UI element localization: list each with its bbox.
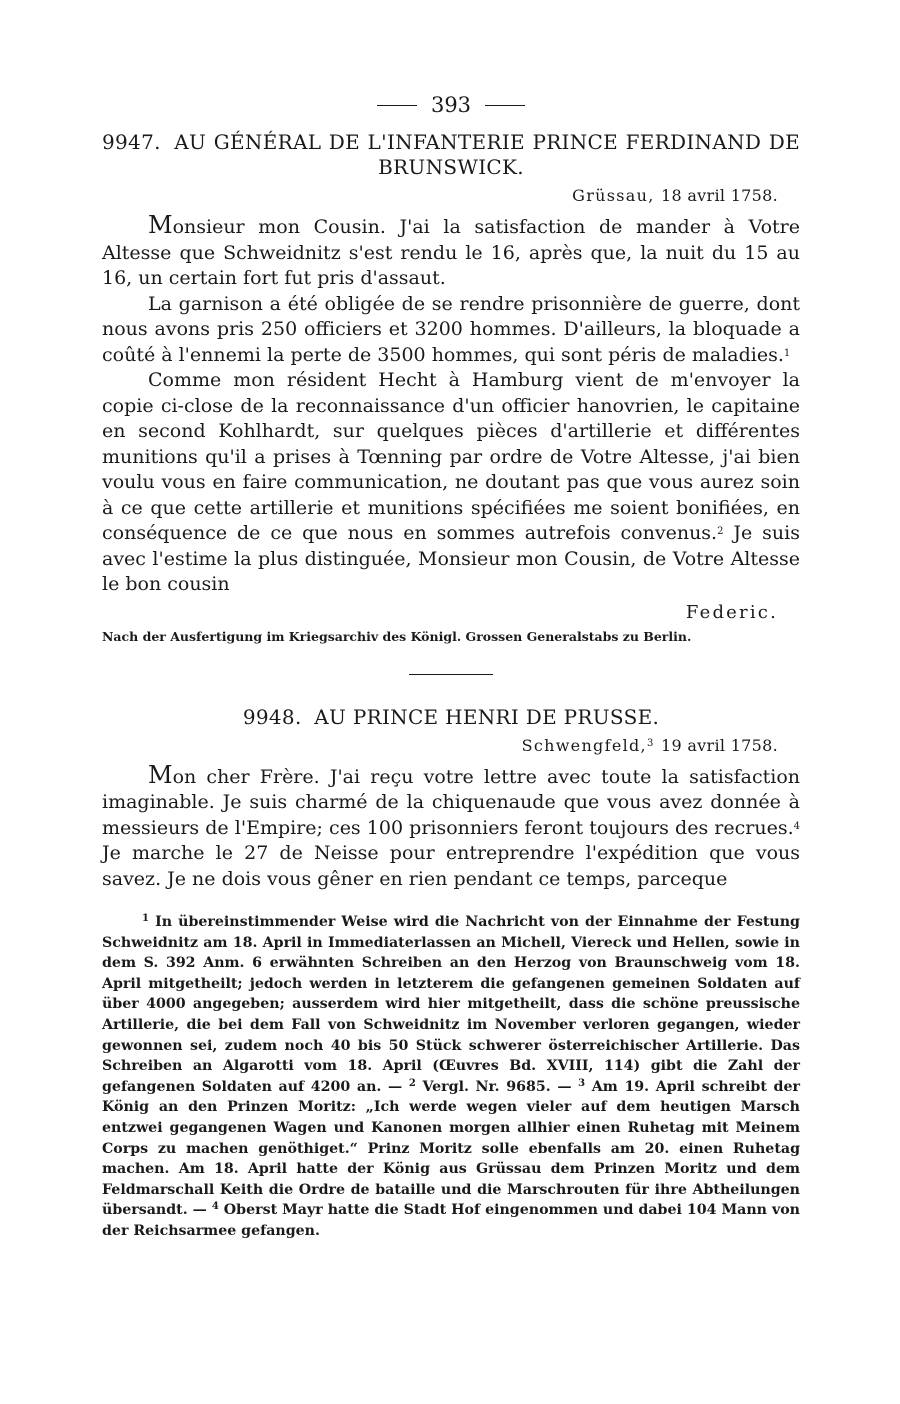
- footnote-mark: 1: [142, 913, 149, 924]
- letter-9948-dateline: [102, 736, 800, 755]
- letter-title: AU GÉNÉRAL DE L'INFANTERIE PRINCE FERDINAND DE BRUNSWICK.: [174, 130, 800, 179]
- paragraph-text: La garnison a été obligée de se rendre prisonnière de guerre, dont nous avons pris 250 officiers et 3200 hommes. D'ailleurs, la bloquade a coûté à l'ennemi la perte de 3500 hommes, qui sont péris de maladies.: [102, 292, 800, 366]
- footnote-1: In übereinstimmender Weise wird die Nachricht von der Einnahme der Festung Schweidnitz am 18. April in Immediaterlassen an Michell, Viereck und Hellen, sowie in dem S. 392 Anm. 6 erwähnten Schreiben an den Herzog von Braunschweig vom 18. April mitgetheilt; jedoch werden in letzterem die gefangenen gemeinen Soldaten auf über 4000 angegeben; ausserdem wird hier mitgetheilt, dass die schöne preussische Artillerie, die bei dem Fall von Schweidnitz im November verloren gegangen, wieder gewonnen sei, zudem noch 40 bis 50 Stück schwerer österreichischer Artillerie. Das Schreiben an Algarotti vom 18. April (Œuvres Bd. XVIII, 114) gibt die Zahl der gefangenen Soldaten auf 4200 an. —: [102, 914, 800, 1095]
- paragraph: [102, 760, 800, 893]
- footnote-ref[interactable]: 4: [793, 820, 800, 832]
- place: Grüssau,: [572, 186, 655, 205]
- footnote-ref[interactable]: 1: [783, 347, 791, 359]
- page-number: 393: [430, 93, 472, 117]
- page-number-row: [102, 88, 800, 122]
- footnote-mark: 2: [408, 1077, 416, 1089]
- paragraph-text: Je marche le 27 de Neisse pour entreprendre l'expédition que vous savez. Je ne dois vous gêner en rien pendant ce temps, parceque: [102, 842, 800, 890]
- date: 19 avril 1758.: [661, 735, 778, 755]
- footnotes: [102, 912, 800, 1242]
- footnote-mark: 4: [211, 1201, 219, 1213]
- letter-9947-dateline: [102, 186, 800, 205]
- footnote-ref[interactable]: 3: [646, 737, 655, 749]
- signature: Federic.: [685, 601, 778, 623]
- footnote-mark: 3: [578, 1077, 586, 1089]
- source-note: Nach der Ausfertigung im Kriegsarchiv des Königl. Grossen Generalstabs zu Berlin.: [102, 628, 692, 644]
- paragraph: Monsieur mon Cousin. J'ai la satisfaction de mander à Votre Altesse que Schweidnitz s'est rendu le 16, après que, la nuit du 15 au 16, un certain fort fut pris d'assaut.: [102, 211, 800, 289]
- footnote-4: Oberst Mayr hatte die Stadt Hof eingenommen und dabei 104 Mann von der Reichsarmee gefangen.: [102, 1202, 800, 1239]
- footnote-2: Vergl. Nr. 9685. —: [422, 1078, 572, 1095]
- place: Schwengfeld,: [521, 735, 647, 755]
- paragraph-text: Je suis avec l'estime la plus distinguée, Monsieur mon Cousin, de Votre Altesse le bon cousin: [102, 522, 800, 595]
- section-divider: [409, 674, 493, 675]
- letter-9948-body: [102, 760, 800, 893]
- letter-number: 9947.: [102, 130, 161, 154]
- paragraph: [102, 292, 800, 369]
- paragraph-text: Mon cher Frère. J'ai reçu votre lettre avec toute la satisfaction imaginable. Je suis charmé de la chiquenaude que vous avez donnée à messieurs de l'Empire; ces 100 prisonniers feront toujours des recrues.: [102, 760, 800, 839]
- letter-9947-heading: [102, 130, 800, 180]
- footnote-ref[interactable]: 2: [717, 526, 724, 537]
- footnote-3: Am 19. April schreibt der König an den Prinzen Moritz: „Ich werde wegen vieler auf dem heutigen Marsch entzwei gegangenen Wagen und Kanonen morgen allhier einen Ruhetag mit Meinem Corps zu machen genöthiget.“ Prinz Moritz solle ebenfalls am 20. einen Ruhetag machen. Am 18. April hatte der König aus Grüssau dem Prinzen Moritz und dem Feldmarschall Keith die Ordre de bataille und die Marschrouten für ihre Abtheilungen übersandt. —: [102, 1078, 800, 1219]
- letter-9948-heading: [102, 705, 800, 730]
- letter-number: 9948.: [242, 704, 302, 729]
- right-dash: [485, 105, 525, 106]
- date: 18 avril 1758.: [661, 186, 778, 205]
- book-page: [102, 88, 800, 1242]
- paragraph: [102, 368, 800, 598]
- left-dash: [377, 105, 417, 106]
- letter-9947-body: [102, 213, 800, 598]
- paragraph-text: Comme mon résident Hecht à Hamburg vient de m'envoyer la copie ci-close de la reconnaissance d'un officier hanovrien, le capitaine en second Kohlhardt, sur quelques pièces d'artillerie et différentes munitions qu'il a prises à Tœnning par ordre de Votre Altesse, j'ai bien voulu vous en faire communication, ne doutant pas que vous aurez soin à ce que cette artillerie et munitions spécifiées me soient bonifiées, en conséquence de ce que nous en sommes autrefois convenus.: [102, 369, 800, 544]
- letter-title: AU PRINCE HENRI DE PRUSSE.: [314, 704, 660, 729]
